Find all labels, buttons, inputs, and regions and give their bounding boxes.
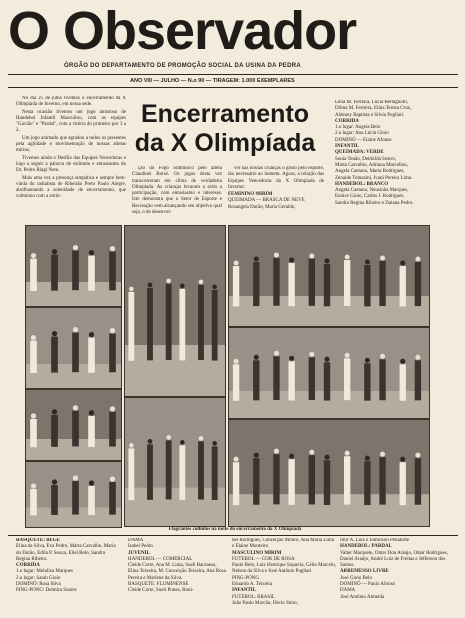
headline-line-2: da X Olimpíada: [134, 129, 316, 157]
section-heading: ARREMESSO LIVRE: [340, 569, 389, 575]
photo-4: [25, 461, 122, 528]
result-line: 2.o lugar: Ana Lúcia Gioio: [335, 131, 389, 137]
result-line: DOMINÓ — Paulo Afonso: [340, 582, 396, 588]
person-silhouette: [72, 327, 79, 372]
person-silhouette: [400, 359, 406, 401]
masthead-title: O Observador: [8, 1, 357, 61]
person-silhouette: [273, 449, 279, 505]
top-rule: [8, 74, 458, 75]
result-line: José Antônio Almeida: [340, 594, 385, 600]
section-heading: INFANTIL: [232, 588, 257, 594]
person-silhouette: [288, 257, 294, 306]
section-heading: FEMININO MIRIM: [228, 192, 273, 198]
team-name: QUEIMADA — BRASCA DE NEVE: [228, 198, 305, 204]
person-silhouette: [309, 253, 315, 305]
result-line: nei Rodrigues, Conceição Mouro, Ana Maria Lima e Elaine Monteiro: [232, 538, 334, 550]
result-line: BASQUETE: FLUMINENSE: [128, 582, 189, 588]
article-column-2: [132, 166, 222, 218]
person-silhouette: [379, 255, 385, 306]
person-silhouette: [128, 443, 134, 500]
result-line: 1.o lugar: Meluliza Marques: [16, 569, 73, 575]
article-column-3: [228, 166, 324, 218]
result-line: HANDEBOL — COMERCIAL: [128, 556, 193, 562]
person-silhouette: [344, 254, 350, 305]
person-silhouette: [415, 256, 421, 306]
section-heading: INFANTIL: [335, 144, 360, 150]
person-silhouette: [147, 283, 153, 361]
person-silhouette: [51, 249, 58, 291]
person-silhouette: [324, 258, 330, 306]
person-silhouette: [109, 406, 116, 446]
person-silhouette: [212, 285, 218, 361]
person-silhouette: [179, 284, 185, 361]
section-heading: MASCULINO MIRIM: [232, 550, 282, 556]
issue-line: ANO VIII — JULHO — N.o 90 — TIRAGEM: 1.000 EXEMPLARES: [130, 78, 295, 84]
section-heading: JUVENIL: [128, 550, 150, 556]
result-line: Isabel Pedro: [128, 544, 153, 550]
result-line: Zenaide Tomazini, Ivani Pereira Lima.: [335, 175, 413, 181]
person-silhouette: [415, 355, 421, 401]
result-line: DAMA: [340, 588, 356, 594]
person-silhouette: [324, 455, 330, 505]
person-silhouette: [198, 280, 204, 360]
photo-6: [124, 397, 226, 527]
article-paragraph: ver nas nossas crianças o gosto pelo esporte, tão necessário ao homem. Agora, a relação das Equipes Vencedoras da X Olimpíada de Inverno:: [228, 166, 324, 190]
result-line: 1.o lugar: Angela Belo: [335, 125, 381, 131]
result-line: Cleide Corte, Sueli Prates, Roni-: [128, 588, 194, 594]
photo-7: [228, 225, 430, 327]
result-line: Eduardo A. Teixeira: [232, 582, 273, 588]
masthead-subtitle: ÓRGÃO DO DEPARTAMENTO DE PROMOÇÃO SOCIAL DA USINA DA PEDRA: [64, 63, 301, 69]
person-silhouette: [109, 246, 116, 290]
result-line: Sonia Tenão, Deimilda Sostro,: [335, 156, 397, 162]
person-silhouette: [109, 476, 116, 514]
person-silhouette: [309, 352, 315, 400]
person-silhouette: [364, 259, 370, 306]
person-silhouette: [253, 453, 259, 505]
person-silhouette: [253, 355, 259, 401]
person-silhouette: [273, 252, 279, 305]
results-column: [335, 100, 447, 218]
section-heading: HANDEBOL: BRANCO: [335, 181, 389, 187]
person-silhouette: [379, 452, 385, 505]
person-silhouette: [253, 256, 259, 306]
team-members: Rosangela Durão, Maria Geraldo,: [228, 204, 296, 210]
person-silhouette: [30, 335, 37, 373]
section-heading: CORRIDA: [335, 118, 359, 124]
result-line: José Gioio Belo: [340, 575, 372, 581]
person-silhouette: [415, 453, 421, 505]
person-silhouette: [51, 331, 58, 373]
person-silhouette: [233, 359, 239, 401]
result-line: Eunice Gioio, Carlos J. Rodrigues,: [335, 194, 405, 200]
photo-5: [124, 225, 226, 397]
person-silhouette: [72, 405, 79, 446]
result-line: FUTEBOL: BRASIL: [232, 594, 275, 600]
result-line: Angela Caetano, Marta Rodrigues,: [335, 169, 405, 175]
person-silhouette: [109, 328, 116, 372]
headline: [130, 100, 320, 158]
person-silhouette: [88, 250, 95, 291]
article-paragraph: ção do Fogo Simbólico pelo atleta Claudinei Borsé. Os jogos desta vez transcorreram em clima de verdadeira Olimpíada. As crianças levaram a sério a participação, com entusiasmo e interesse. Isto demonstra que o Setor de Esporte e Recreação vem alcançando seu objetivo qual seja, o de desenvol-: [132, 166, 222, 216]
article-paragraph: Um jogo animado que agradou a todos os presentes pela agilidade e movimentação de nossas atletas mirins.: [16, 135, 126, 154]
photo-3: [25, 389, 122, 461]
person-silhouette: [344, 451, 350, 505]
person-silhouette: [364, 456, 370, 505]
person-silhouette: [72, 475, 79, 514]
person-silhouette: [88, 332, 95, 373]
photo-caption: Flagrantes colhidos na noite do encerramento da X Olimpíada: [168, 527, 302, 532]
result-line: PING-PONG: Deimira Soares: [16, 588, 77, 594]
result-line: Lélia M. Ferreira, Lucia Bertagnolli,: [335, 100, 409, 105]
person-silhouette: [233, 457, 239, 505]
headline-line-1: Encerramento: [140, 100, 310, 128]
person-silhouette: [288, 356, 294, 401]
result-line: Cleide Corte, Ana M. Lima, Sueli Baronesa, Elina Teixeira, M. Conceição Teixeira, Ana Rosa Pereira e Marlene da Silva.: [128, 563, 226, 581]
result-line: 2.o lugar: Sarah Gioio: [16, 575, 61, 581]
bottom-rule: [8, 535, 458, 536]
article-paragraph: No dia 25 de julho tivemos o encerramento da X Olimpíada de Inverno, em nossa sede.: [16, 96, 126, 108]
person-silhouette: [30, 253, 37, 291]
result-line: Angela Caetano, Neusinha Marques,: [335, 188, 409, 194]
result-line: Aldeany Baptista e Silvia Pugliari.: [335, 112, 405, 118]
result-line: DOMINÓ: Rosa Silva: [16, 582, 61, 588]
person-silhouette: [379, 354, 385, 400]
issue-rule: [8, 87, 458, 88]
result-line: Imir A. Luiz e Edmilson Penaforte: [340, 538, 410, 543]
bottom-column-2: [128, 538, 228, 616]
article-paragraph: Nesta ocasião tivemos um jogo amistoso de Handebol Infantil Masculino, com as equipes "Gavião" e "Pardal", com a vitória do primeiro por 3 a 2.: [16, 109, 126, 134]
section-heading: HANDEBOL: PARDAL: [340, 544, 392, 550]
result-line: Elina da Silva, Eva Pedro, Marta Carvalho, Maria do Durão, Edila P. Souza, Eliel Belo, Sandra Regina Ribeiro.: [16, 544, 116, 562]
person-silhouette: [344, 353, 350, 400]
person-silhouette: [72, 245, 79, 290]
person-silhouette: [198, 436, 204, 499]
person-silhouette: [400, 457, 406, 505]
photo-2: [25, 307, 122, 389]
result-line: DOMINÓ — Elaine Afonso: [335, 137, 392, 143]
person-silhouette: [400, 260, 406, 306]
result-line: Dilma M. Ferreira, Elina Tereza Cruz,: [335, 106, 412, 112]
person-silhouette: [128, 287, 134, 361]
article-paragraph: Tivemos ainda o Desfile das Equipes Vencedoras e logo a seguir a palavra de estímulo e entusiasmo do Dr. Pedro Biagi Neto.: [16, 155, 126, 174]
bottom-column-1: [16, 538, 120, 616]
result-line: Paulo Belo, Luiz Henrique Siqueira, Célio Marcelo, Nelson da Silva e José Antônio Pugliari: [232, 563, 336, 575]
result-line: DAMA: [128, 538, 144, 543]
bottom-column-3: [232, 538, 336, 616]
article-paragraph: Mais uma vez a presença simpática e sempre bem-vinda do radialista de Ribeirão Preto Paulo Alegre, abrilhantando a solenidade de encerramento, que culminou com a extin-: [16, 175, 126, 200]
article-column-1: [16, 96, 126, 218]
person-silhouette: [309, 450, 315, 505]
photo-1: [25, 225, 122, 307]
result-line: Marta Carvalho, Adriana Marcelino,: [335, 162, 408, 168]
result-line: FUTEBOL — COR DE ROSA: [232, 556, 295, 562]
person-silhouette: [212, 441, 218, 500]
section-heading: QUEIMADA: VERDE: [335, 150, 384, 156]
person-silhouette: [273, 351, 279, 400]
person-silhouette: [179, 440, 185, 500]
result-line: Sandra Regina Ribeiro e Daiana Pedro.: [335, 200, 414, 206]
person-silhouette: [324, 357, 330, 401]
section-heading: CORRIDA: [16, 563, 40, 569]
result-line: Valter Marquete, Omar Don Araújo, Odair Rodrigues, Daniel Araújo, André Luiz de Freitas e Jefferson dos Santos.: [340, 550, 448, 569]
person-silhouette: [364, 358, 370, 401]
bottom-column-4: [340, 538, 452, 616]
person-silhouette: [288, 454, 294, 505]
person-silhouette: [166, 279, 172, 360]
photo-8: [228, 327, 430, 419]
person-silhouette: [233, 260, 239, 306]
result-line: PING-PONG: [232, 575, 259, 581]
result-line: João Paulo Marcão, Décio Simo,: [232, 600, 298, 606]
photo-9: [228, 419, 430, 527]
person-silhouette: [166, 435, 172, 499]
section-heading: BASQUETE: BEGE: [16, 538, 61, 543]
person-silhouette: [147, 439, 153, 500]
